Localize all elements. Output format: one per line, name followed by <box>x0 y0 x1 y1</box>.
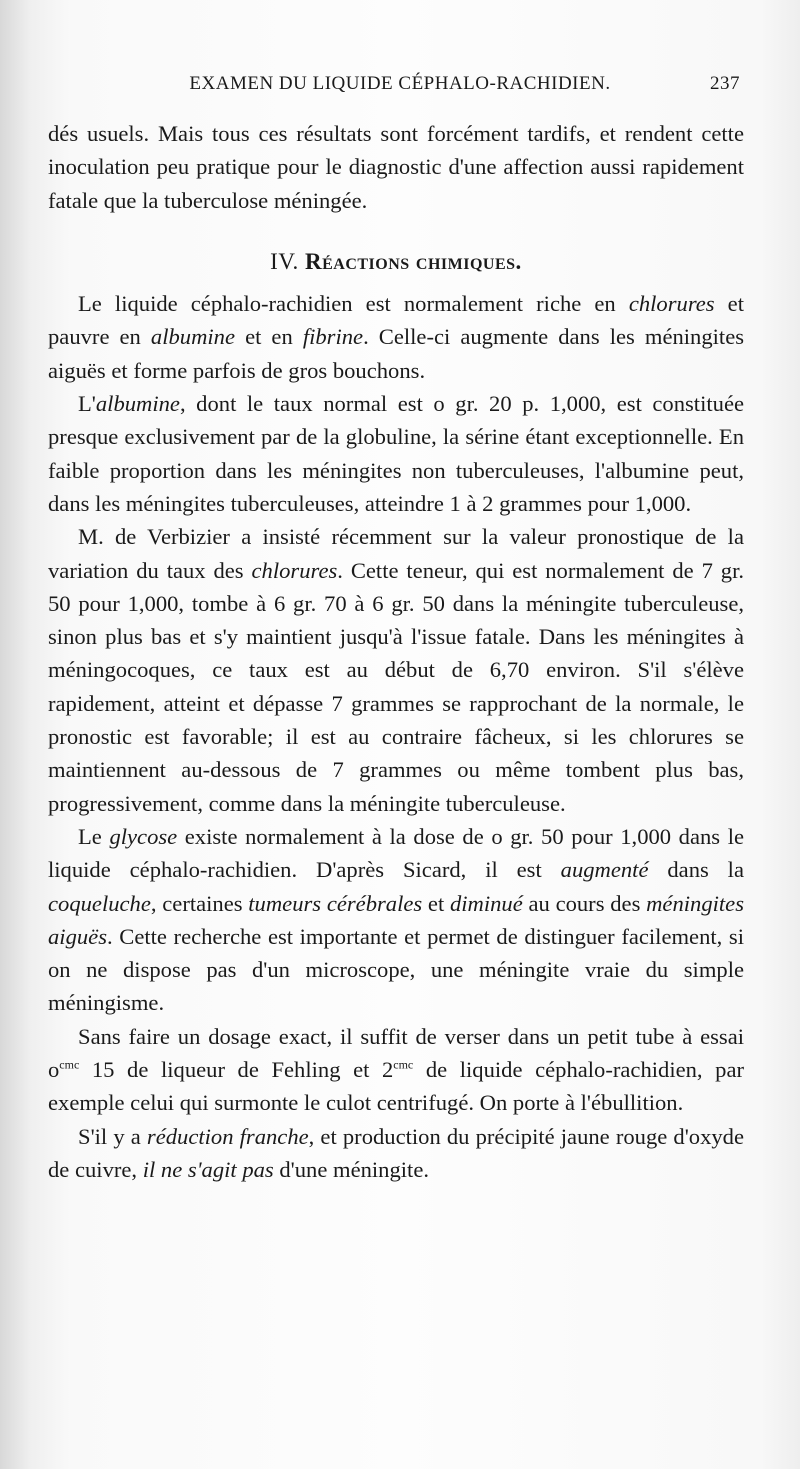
text-run: au cours des <box>522 890 647 916</box>
text-run: de liquide céphalo-rachidien, par exemple celui qui surmonte le culot centrifugé. On porte à l'ébullition. <box>48 1057 745 1116</box>
italic-term: coqueluche <box>48 890 151 916</box>
paragraph-continuation <box>48 117 744 217</box>
section-number: IV. <box>270 248 299 274</box>
text-run: 15 de liqueur de Fehling et 2 <box>79 1057 394 1083</box>
paragraph-liquide <box>48 287 744 387</box>
text-run: dans la <box>648 857 744 883</box>
paragraph-dosage <box>48 1020 744 1120</box>
text-run: , et production du précipité jaune rouge d'oxyde de cuivre, <box>48 1123 744 1182</box>
text-run: . Celle-ci augmente dans les méningites aiguës et forme parfois de gros bouchons. <box>48 324 745 383</box>
page-body <box>48 117 744 1186</box>
text-run: et pauvre en <box>48 291 744 350</box>
header-title: EXAMEN DU LIQUIDE CÉPHALO-RACHIDIEN. <box>189 73 611 94</box>
text-run: . Cette teneur, qui est normalement de 7 gr. 50 pour 1,000, tombe à 6 gr. 70 à 6 gr. 50 dans la méningite tuberculeuse, sinon plus bas et s'y maintient jusqu'à l'issue fatale. Dans les méningites à méningocoques, ce taux est au début de 6,70 environ. S'il s'élève rapidement, atteint et dépasse 7 grammes se rapprochant de la normale, le pronostic est favorable; il est au contraire fâcheux, si les chlorures se maintiennent au-dessous de 7 grammes ou même tombent plus bas, progressivement, comme dans la méningite tuberculeuse. <box>48 557 744 816</box>
text-run: Le liquide céphalo-rachidien est normalement riche en <box>78 291 629 317</box>
italic-term: augmenté <box>560 857 649 883</box>
paragraph-glycose <box>48 820 744 1020</box>
text-run: d'une méningite. <box>273 1156 430 1182</box>
section-heading <box>48 245 744 278</box>
paragraph-albumine <box>48 387 744 520</box>
unit-superscript: cmc <box>393 1057 414 1072</box>
paragraph-reduction <box>48 1120 744 1187</box>
italic-term: tumeurs cérébrales <box>248 890 423 916</box>
unit-superscript: cmc <box>59 1057 80 1072</box>
paragraph-text: dés usuels. Mais tous ces résultats sont forcément tardifs, et rendent cette inoculation peu pratique pour le diagnostic d'une affection aussi rapidement fatale que la tuberculose méningée. <box>48 121 744 213</box>
page-number: 237 <box>710 73 740 94</box>
italic-term: il ne s'agit pas <box>142 1156 274 1182</box>
italic-term: albumine <box>150 324 236 350</box>
text-run: S'il y a <box>78 1123 147 1149</box>
text-run: Sans faire un dosage exact, il suffit de verser dans un petit tube à essai o <box>48 1023 744 1083</box>
text-run: , dont le taux normal est o gr. 20 p. 1,000, est constituée presque exclusivement par de la globuline, la sérine étant exceptionnelle. En faible proportion dans les méningites non tuberculeuses, l'albumine peut, dans les méningites tuberculeuses, atteindre 1 à 2 grammes pour 1,000. <box>48 391 744 516</box>
text-run: , certaines <box>150 890 249 916</box>
text-run: L' <box>78 391 96 417</box>
italic-term: réduction franche <box>146 1123 309 1149</box>
running-header <box>140 73 740 103</box>
italic-term: méningites aiguës <box>48 890 744 949</box>
italic-term: glycose <box>109 823 178 849</box>
italic-term: fibrine <box>302 324 364 350</box>
text-run: Le <box>78 823 110 849</box>
paragraph-chlorures <box>48 520 744 820</box>
italic-term: chlorures <box>251 557 338 583</box>
section-title: Réactions chimiques. <box>304 248 522 274</box>
text-run: et <box>422 890 450 916</box>
italic-term: chlorures <box>628 291 715 317</box>
text-run: . Cette recherche est importante et permet de distinguer facilement, si on ne dispose pas d'un microscope, une méningite vraie du simple méningisme. <box>48 923 744 1016</box>
text-run: et en <box>235 324 303 350</box>
text-run: existe normalement à la dose de o gr. 50 pour 1,000 dans le liquide céphalo-rachidien. D'après Sicard, il est <box>48 823 744 883</box>
italic-term: albumine <box>95 391 180 417</box>
italic-term: diminué <box>449 890 523 916</box>
text-run: M. de Verbizier a insisté récemment sur la valeur pronostique de la variation du taux des <box>48 524 744 583</box>
